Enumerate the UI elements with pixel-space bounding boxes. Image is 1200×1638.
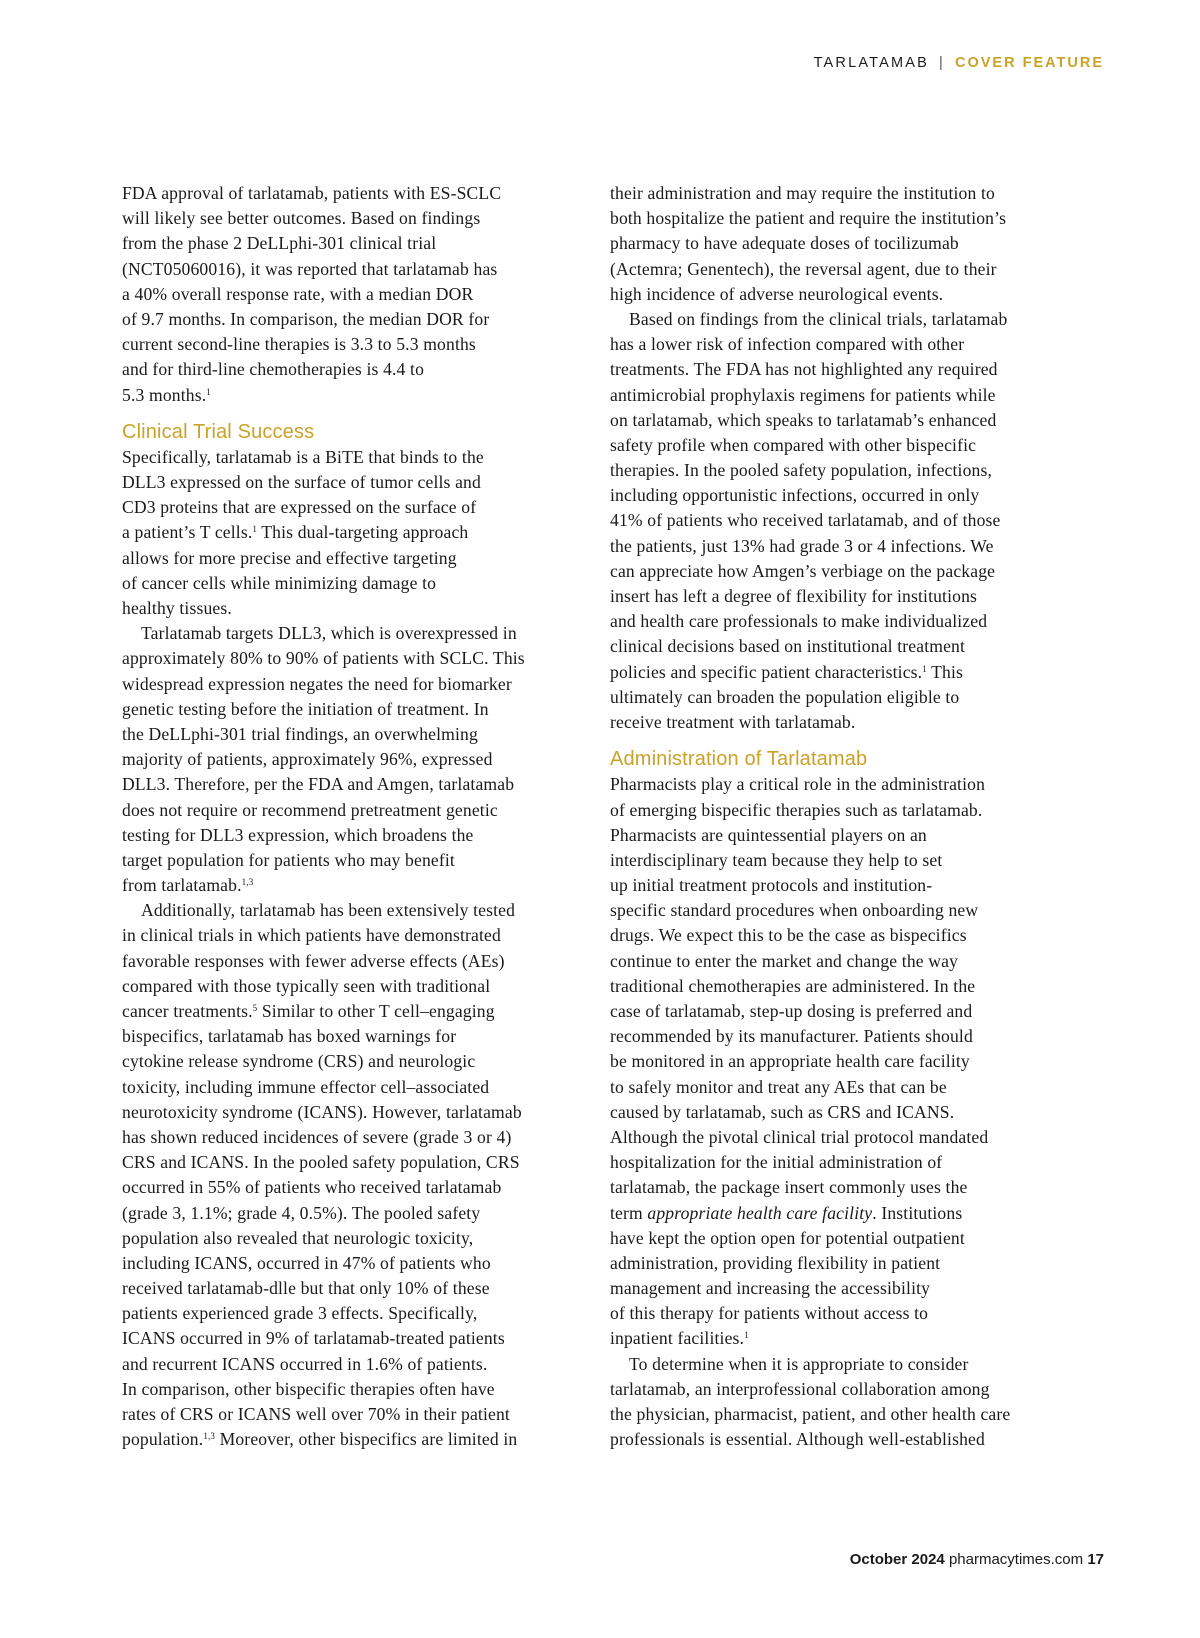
text-line: bispecifics, tarlatamab has boxed warnings for (122, 1026, 457, 1047)
text-line: occurred in 55% of patients who received tarlatamab (122, 1177, 502, 1198)
text-line: received tarlatamab-dlle but that only 10% of these (122, 1278, 490, 1299)
text-line: approximately 80% to 90% of patients with SCLC. This (122, 648, 525, 669)
text-line: a 40% overall response rate, with a median DOR (122, 283, 474, 304)
text-line: hospitalization for the initial administration of (610, 1152, 943, 1173)
text-line: have kept the option open for potential outpatient (610, 1227, 965, 1248)
text-line: management and increasing the accessibility (610, 1278, 931, 1299)
text-line: has a lower risk of infection compared with other (610, 334, 965, 355)
text-line: continue to enter the market and change the way (610, 950, 959, 971)
text-line: population also revealed that neurologic toxicity, (122, 1227, 474, 1248)
text-line: (Actemra; Genentech), the reversal agent, due to their (610, 258, 997, 279)
text-line: testing for DLL3 expression, which broadens the (122, 824, 474, 845)
text-line: genetic testing before the initiation of treatment. In (122, 698, 489, 719)
text-line: specific standard procedures when onboarding new (610, 900, 979, 921)
text-line: in clinical trials in which patients have demonstrated (122, 925, 501, 946)
text-line: allows for more precise and effective targeting (122, 547, 457, 568)
text-line: their administration and may require the institution to (610, 183, 995, 203)
header-feature: COVER FEATURE (955, 55, 1104, 71)
text-line: therapies. In the pooled safety population, infections, (610, 460, 993, 481)
text-line: a patient’s T cells.$^1$ This dual-targeting approach (122, 522, 469, 543)
text-line: CD3 proteins that are expressed on the surface of (122, 497, 477, 518)
reference-superscript: 5 (252, 1003, 258, 1013)
left-paragraph-3 (122, 621, 582, 898)
text-line: clinical decisions based on institutional treatment (610, 636, 966, 657)
footer-site: pharmacytimes.com (948, 1551, 1084, 1568)
text-line: will likely see better outcomes. Based on findings (122, 208, 481, 229)
text-line: tarlatamab, the package insert commonly uses the (610, 1177, 968, 1198)
left-paragraph-2 (122, 445, 582, 621)
text-line: caused by tarlatamab, such as CRS and ICANS. (610, 1101, 955, 1122)
text-line: and recurrent ICANS occurred in 1.6% of patients. (122, 1353, 488, 1374)
header-separator: | (939, 55, 945, 71)
italic-term: appropriate health care facility (647, 1202, 873, 1223)
text-line: be monitored in an appropriate health care facility (610, 1051, 970, 1072)
right-paragraph-2 (610, 307, 1070, 735)
text-line: including ICANS, occurred in 47% of patients who (122, 1252, 491, 1273)
text-line: toxicity, including immune effector cell–associated (122, 1076, 490, 1097)
text-line: healthy tissues. (122, 598, 232, 618)
text-line: both hospitalize the patient and require the institution’s (610, 208, 1007, 229)
text-line: policies and specific patient characteristics.$^1$ This (610, 661, 963, 682)
left-column (122, 181, 582, 1452)
reference-superscript: 1 (922, 663, 927, 674)
text-line: safety profile when compared with other bispecific (610, 434, 977, 455)
right-paragraph-3 (610, 772, 1070, 1351)
text-line: on tarlatamab, which speaks to tarlatamab’s enhanced (610, 409, 997, 430)
text-line: DLL3 expressed on the surface of tumor cells and (122, 472, 481, 493)
heading-administration-of-tarlatamab: Administration of Tarlatamab (610, 748, 868, 771)
text-line: from tarlatamab.$^{1,3}$ (122, 875, 254, 896)
text-line: can appreciate how Amgen’s verbiage on the package (610, 560, 996, 581)
text-line: cytokine release syndrome (CRS) and neurologic (122, 1051, 476, 1072)
footer-date: October 2024 (849, 1551, 945, 1568)
text-line: Based on findings from the clinical trials, tarlatamab (629, 308, 1008, 329)
text-line: Specifically, tarlatamab is a BiTE that binds to the (122, 446, 484, 467)
text-line: inpatient facilities.$^1$ (610, 1328, 749, 1349)
page-footer (850, 1551, 1104, 1568)
left-paragraph-4 (122, 898, 582, 1452)
header-section: TARLATAMAB (813, 55, 930, 71)
text-line: from the phase 2 DeLLphi-301 clinical trial (122, 233, 437, 254)
text-line: ICANS occurred in 9% of tarlatamab-treated patients (122, 1328, 505, 1349)
text-line: the physician, pharmacist, patient, and other health care (610, 1404, 1011, 1424)
text-line: compared with those typically seen with traditional (122, 975, 491, 996)
running-header (814, 55, 1104, 71)
text-line: cancer treatments.$^5$ Similar to other T cell–engaging (122, 1001, 495, 1021)
text-line: widespread expression negates the need for biomarker (122, 673, 512, 694)
text-line: and for third-line chemotherapies is 4.4 to (122, 359, 425, 380)
right-paragraph-1 (610, 181, 1070, 307)
reference-superscript: 1 (206, 386, 211, 397)
text-line: FDA approval of tarlatamab, patients with ES-SCLC (122, 183, 502, 203)
heading-clinical-trial-success: Clinical Trial Success (122, 420, 315, 443)
text-line: and health care professionals to make individualized (610, 611, 988, 632)
text-line: of 9.7 months. In comparison, the median DOR for (122, 308, 490, 329)
text-line: favorable responses with fewer adverse effects (AEs) (122, 950, 505, 971)
text-line: interdisciplinary team because they help to set (610, 849, 943, 870)
text-line: antimicrobial prophylaxis regimens for patients while (610, 384, 996, 405)
reference-superscript: 1 (744, 1330, 749, 1341)
text-line: CRS and ICANS. In the pooled safety population, CRS (122, 1152, 520, 1173)
text-line: insert has left a degree of flexibility for institutions (610, 586, 978, 606)
text-line: Pharmacists play a critical role in the administration (610, 774, 986, 795)
text-line: term appropriate health care facility. Institutions (610, 1202, 963, 1223)
text-line: rates of CRS or ICANS well over 70% in their patient (122, 1404, 510, 1424)
text-line: receive treatment with tarlatamab. (610, 711, 856, 732)
text-line: majority of patients, approximately 96%, expressed (122, 749, 493, 770)
text-line: including opportunistic infections, occurred in only (610, 485, 980, 506)
text-line: neurotoxicity syndrome (ICANS). However, tarlatamab (122, 1101, 522, 1122)
text-line: (grade 3, 1.1%; grade 4, 0.5%). The pooled safety (122, 1202, 481, 1223)
text-line: high incidence of adverse neurological events. (610, 283, 944, 304)
text-line: Pharmacists are quintessential players on an (610, 824, 927, 845)
text-line: case of tarlatamab, step-up dosing is preferred and (610, 1001, 973, 1021)
text-line: professionals is essential. Although well-established (610, 1429, 985, 1450)
text-line: up initial treatment protocols and institution- (610, 875, 933, 896)
text-line: In comparison, other bispecific therapies often have (122, 1378, 495, 1399)
text-line: 5.3 months.$^1$ (122, 384, 211, 405)
reference-superscript: 1 (252, 524, 258, 535)
text-line: the DeLLphi-301 trial findings, an overwhelming (122, 723, 478, 744)
text-line: To determine when it is appropriate to consider (629, 1353, 969, 1374)
text-line: target population for patients who may benefit (122, 849, 455, 870)
left-paragraph-1 (122, 181, 582, 408)
text-line: Although the pivotal clinical trial protocol mandated (610, 1126, 989, 1147)
text-line: treatments. The FDA has not highlighted any required (610, 359, 998, 380)
text-line: recommended by its manufacturer. Patients should (610, 1026, 973, 1047)
right-column (610, 181, 1070, 1452)
text-line: of cancer cells while minimizing damage to (122, 572, 437, 593)
text-line: traditional chemotherapies are administered. In the (610, 975, 976, 996)
text-line: of emerging bispecific therapies such as tarlatamab. (610, 799, 983, 820)
text-line: drugs. We expect this to be the case as bispecifics (610, 925, 967, 946)
right-paragraph-4 (610, 1352, 1070, 1453)
text-line: (NCT05060016), it was reported that tarlatamab has (122, 258, 498, 279)
text-line: current second-line therapies is 3.3 to 5.3 months (122, 334, 476, 355)
text-line: Additionally, tarlatamab has been extensively tested (141, 900, 516, 921)
reference-superscript: 1,3 (241, 877, 254, 888)
text-line: DLL3. Therefore, per the FDA and Amgen, tarlatamab (122, 774, 515, 795)
text-line: pharmacy to have adequate doses of tocilizumab (610, 233, 959, 254)
text-line: the patients, just 13% had grade 3 or 4 infections. We (610, 535, 994, 556)
reference-superscript: 1,3 (203, 1431, 216, 1442)
text-line: has shown reduced incidences of severe (grade 3 or 4) (122, 1126, 512, 1147)
text-line: population.$^{1,3}$ Moreover, other bispecifics are limited in (122, 1429, 518, 1450)
text-line: tarlatamab, an interprofessional collaboration among (610, 1378, 990, 1399)
text-line: of this therapy for patients without access to (610, 1303, 929, 1324)
text-line: patients experienced grade 3 effects. Specifically, (122, 1303, 478, 1324)
text-line: does not require or recommend pretreatment genetic (122, 799, 498, 820)
text-line: 41% of patients who received tarlatamab, and of those (610, 510, 1001, 531)
text-line: ultimately can broaden the population eligible to (610, 686, 960, 707)
text-line: administration, providing flexibility in patient (610, 1252, 941, 1273)
page-number: 17 (1087, 1551, 1104, 1568)
text-line: to safely monitor and treat any AEs that can be (610, 1076, 947, 1097)
text-line: Tarlatamab targets DLL3, which is overexpressed in (141, 623, 517, 644)
